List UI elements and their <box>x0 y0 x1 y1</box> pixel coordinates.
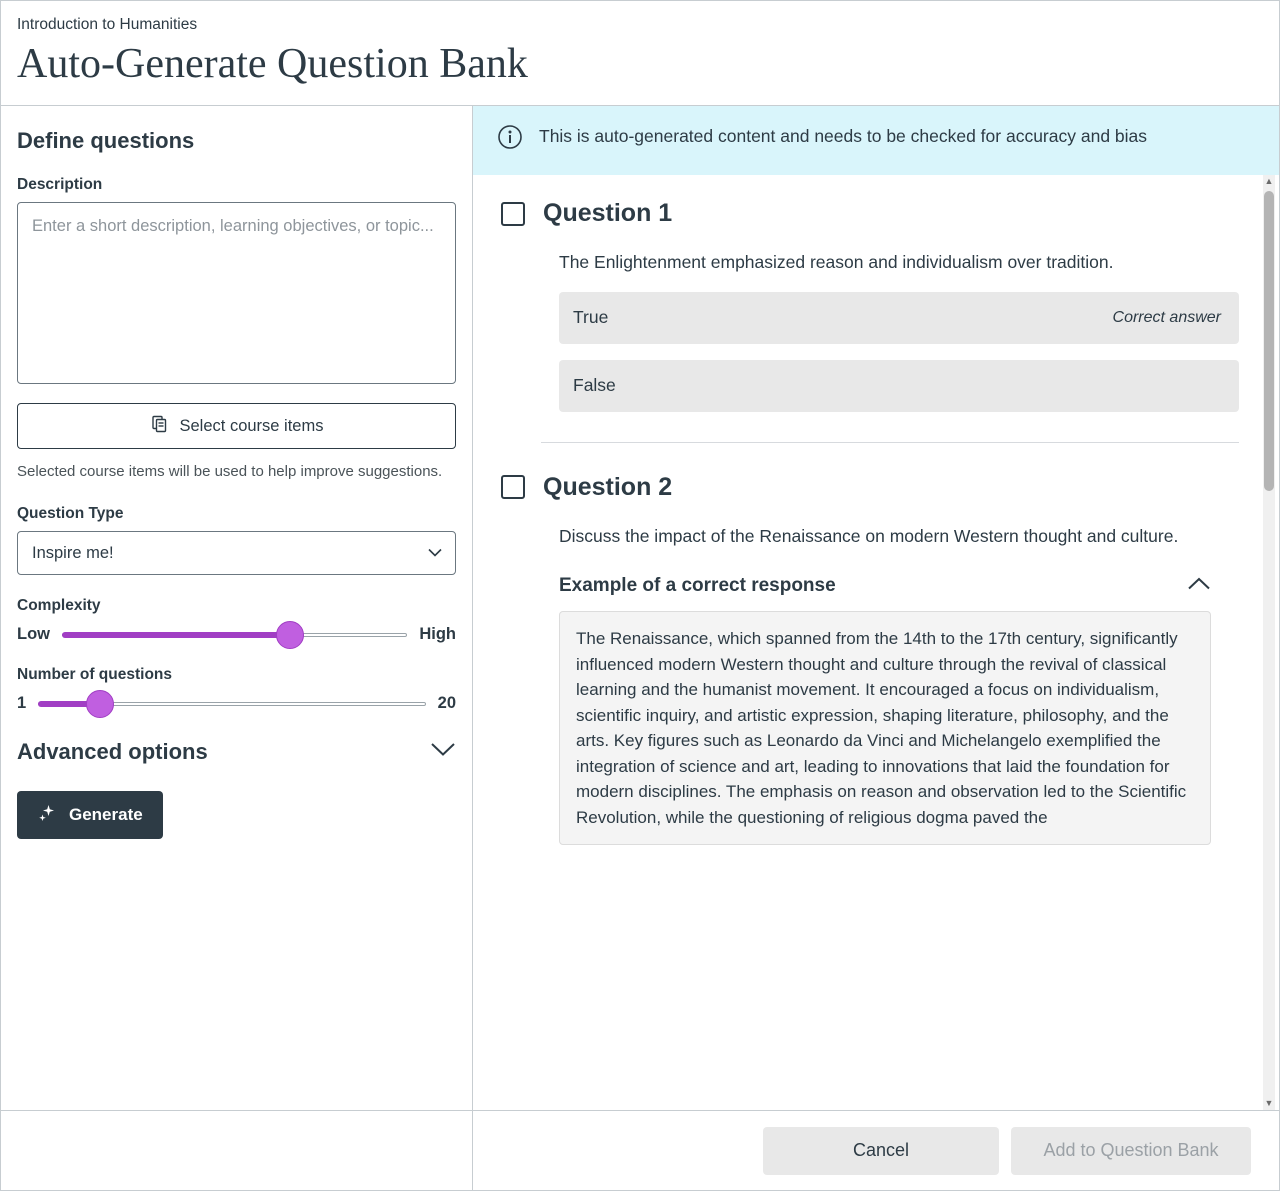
question-type-select[interactable] <box>17 531 456 575</box>
add-to-question-bank-button: Add to Question Bank <box>1011 1127 1251 1175</box>
number-max-label: 20 <box>437 694 456 713</box>
question-2-checkbox[interactable] <box>501 475 525 499</box>
question-divider <box>541 442 1239 443</box>
course-items-helper-text: Selected course items will be used to help improve suggestions. <box>17 463 443 481</box>
advanced-options-toggle[interactable] <box>17 739 456 765</box>
section-title: Define questions <box>17 128 195 154</box>
correct-answer-label: Correct answer <box>1112 308 1221 326</box>
complexity-min-label: Low <box>17 625 50 644</box>
cancel-button[interactable]: Cancel <box>763 1127 999 1175</box>
choice-text: True <box>573 307 609 328</box>
left-footer-spacer <box>1 1110 473 1190</box>
generate-label: Generate <box>69 805 143 825</box>
question-type-value: Inspire me! <box>32 543 114 562</box>
complexity-track[interactable] <box>62 626 407 644</box>
scrollbar-thumb[interactable] <box>1264 191 1274 491</box>
description-label: Description <box>17 176 103 194</box>
complexity-slider-thumb[interactable] <box>276 621 304 649</box>
question-card <box>501 473 1239 845</box>
advanced-options-label: Advanced options <box>17 739 208 765</box>
example-response-text: The Renaissance, which spanned from the 14th to the 17th century, significantly influenced modern Western thought and culture through the revival of classical learning and the humanist movement. It encouraged a focus on individualism, scientific inquiry, and artistic expression, shaping literature, philosophy, and the arts. Key figures such as Leonardo da Vinci and Michelangelo exemplified the integration of science and art, leading to innovations that laid the foundation for modern disciplines. The emphasis on reason and observation led to the Scientific Revolution, while the questioning of religious dogma paved the <box>559 611 1211 845</box>
select-course-items-button[interactable] <box>17 403 456 449</box>
complexity-slider[interactable] <box>17 625 456 644</box>
dialog-body <box>1 106 1279 1190</box>
breadcrumb[interactable]: Introduction to Humanities <box>17 16 198 33</box>
generate-button[interactable] <box>17 791 163 839</box>
complexity-label: Complexity <box>17 597 101 615</box>
page-title: Auto-Generate Question Bank <box>17 41 528 88</box>
description-input[interactable] <box>17 202 456 384</box>
question-card <box>501 199 1239 442</box>
generated-questions-panel <box>473 106 1279 1190</box>
chevron-up-icon <box>1187 577 1211 596</box>
questions-scrollbar[interactable] <box>1263 175 1275 1110</box>
question-2-title: Question 2 <box>543 472 673 501</box>
question-1-prompt: The Enlightenment emphasized reason and individualism over tradition. <box>559 252 1114 273</box>
select-course-items-label: Select course items <box>179 416 324 435</box>
scroll-up-arrow[interactable]: ▲ <box>1264 176 1274 187</box>
questions-scroll-area[interactable] <box>473 175 1279 1110</box>
question-1-choice-false[interactable] <box>559 360 1239 412</box>
dialog-footer <box>473 1110 1279 1190</box>
define-questions-panel <box>1 106 473 1190</box>
number-of-questions-label: Number of questions <box>17 666 173 684</box>
info-icon <box>497 124 523 155</box>
choice-text: False <box>573 375 616 396</box>
number-track[interactable] <box>38 695 425 713</box>
document-icon <box>150 414 170 439</box>
scroll-down-arrow[interactable]: ▼ <box>1264 1098 1274 1108</box>
number-slider-thumb[interactable] <box>86 690 114 718</box>
question-1-choice-true[interactable] <box>559 292 1239 344</box>
question-1-title: Question 1 <box>543 199 673 228</box>
question-2-prompt: Discuss the impact of the Renaissance on modern Western thought and culture. <box>559 525 1179 546</box>
number-min-label: 1 <box>17 694 27 713</box>
sparkle-icon <box>37 803 57 828</box>
example-response-heading: Example of a correct response <box>559 575 836 597</box>
auto-generated-warning <box>473 106 1279 175</box>
auto-generated-warning-text: This is auto-generated content and needs to be checked for accuracy and bias <box>539 126 1148 147</box>
question-1-checkbox[interactable] <box>501 202 525 226</box>
question-type-label: Question Type <box>17 505 124 523</box>
chevron-down-icon <box>430 742 456 762</box>
page-header <box>1 1 1279 106</box>
example-response-toggle[interactable] <box>559 575 1239 597</box>
complexity-max-label: High <box>419 625 456 644</box>
number-of-questions-slider[interactable] <box>17 694 456 713</box>
